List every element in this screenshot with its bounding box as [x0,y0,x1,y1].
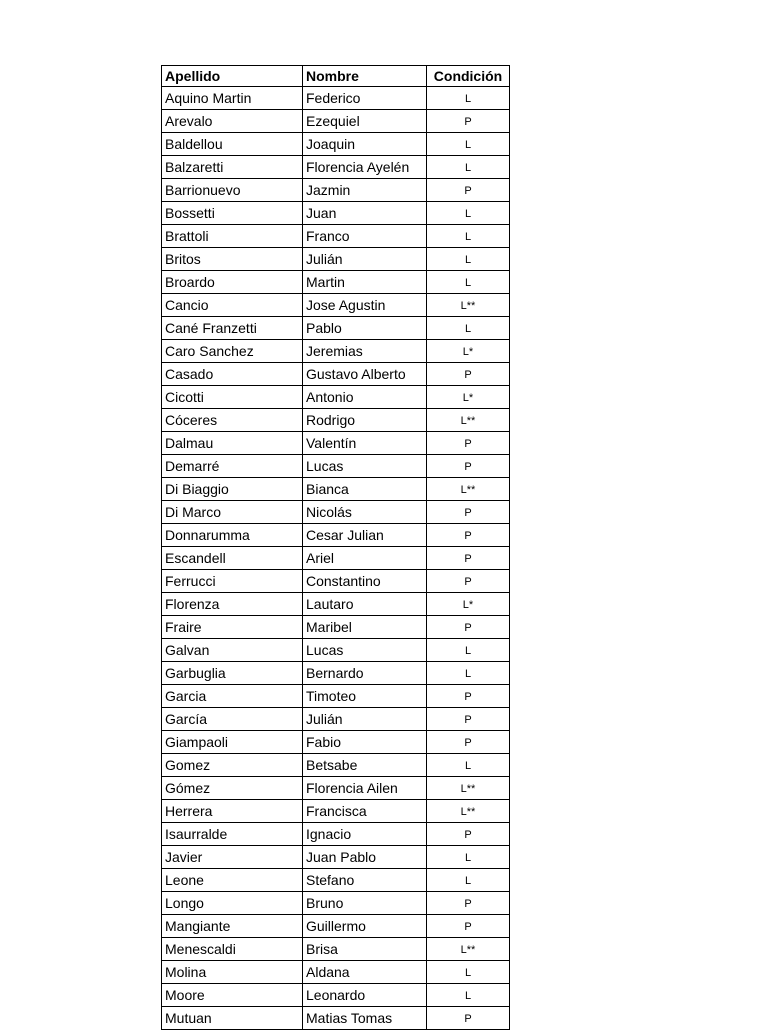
cell-condicion: L** [427,777,510,800]
cell-nombre: Ignacio [303,823,427,846]
cell-apellido: Arevalo [162,110,303,133]
cell-nombre: Jose Agustin [303,294,427,317]
cell-nombre: Matias Tomas [303,1007,427,1030]
cell-apellido: Britos [162,248,303,271]
table-row [162,731,510,754]
table-row [162,777,510,800]
student-condition-table [161,65,510,1030]
header-condicion: Condición [427,66,510,87]
table-row [162,662,510,685]
cell-condicion: L** [427,294,510,317]
table-row [162,616,510,639]
cell-nombre: Bianca [303,478,427,501]
table-row [162,961,510,984]
cell-nombre: Juan [303,202,427,225]
table-row [162,1007,510,1030]
cell-nombre: Aldana [303,961,427,984]
cell-apellido: Barrionuevo [162,179,303,202]
cell-condicion: L [427,156,510,179]
table-row [162,156,510,179]
table-row [162,294,510,317]
cell-condicion: P [427,915,510,938]
table-row [162,915,510,938]
cell-apellido: Cané Franzetti [162,317,303,340]
cell-apellido: Fraire [162,616,303,639]
table-row [162,248,510,271]
cell-apellido: Molina [162,961,303,984]
cell-nombre: Jeremias [303,340,427,363]
table-row [162,846,510,869]
table-body [162,87,510,1030]
cell-condicion: P [427,570,510,593]
cell-condicion: P [427,731,510,754]
cell-apellido: Isaurralde [162,823,303,846]
table-row [162,271,510,294]
cell-apellido: Galvan [162,639,303,662]
cell-nombre: Fabio [303,731,427,754]
cell-condicion: P [427,179,510,202]
cell-apellido: Broardo [162,271,303,294]
cell-apellido: Dalmau [162,432,303,455]
cell-condicion: L [427,869,510,892]
cell-nombre: Florencia Ailen [303,777,427,800]
cell-condicion: L [427,202,510,225]
cell-apellido: Moore [162,984,303,1007]
table-row [162,524,510,547]
cell-condicion: P [427,501,510,524]
cell-apellido: Caro Sanchez [162,340,303,363]
cell-nombre: Pablo [303,317,427,340]
cell-nombre: Leonardo [303,984,427,1007]
table-row [162,754,510,777]
cell-condicion: P [427,616,510,639]
table-row [162,432,510,455]
cell-apellido: Mutuan [162,1007,303,1030]
cell-condicion: L [427,271,510,294]
cell-nombre: Francisca [303,800,427,823]
cell-nombre: Valentín [303,432,427,455]
table-row [162,593,510,616]
table-row [162,869,510,892]
cell-apellido: Cancio [162,294,303,317]
header-row [162,66,510,87]
table-row [162,984,510,1007]
cell-nombre: Julián [303,248,427,271]
cell-apellido: Giampaoli [162,731,303,754]
cell-nombre: Ezequiel [303,110,427,133]
cell-condicion: P [427,110,510,133]
cell-nombre: Maribel [303,616,427,639]
cell-condicion: P [427,547,510,570]
table-row [162,317,510,340]
table-row [162,685,510,708]
cell-apellido: Escandell [162,547,303,570]
cell-apellido: Ferrucci [162,570,303,593]
cell-apellido: Bossetti [162,202,303,225]
cell-apellido: Demarré [162,455,303,478]
table-row [162,501,510,524]
header-apellido: Apellido [162,66,303,87]
cell-nombre: Lautaro [303,593,427,616]
cell-condicion: L** [427,409,510,432]
cell-condicion: P [427,363,510,386]
cell-nombre: Betsabe [303,754,427,777]
cell-apellido: Cóceres [162,409,303,432]
cell-nombre: Joaquin [303,133,427,156]
header-nombre: Nombre [303,66,427,87]
cell-condicion: L [427,225,510,248]
cell-condicion: L [427,248,510,271]
table-row [162,547,510,570]
cell-nombre: Bernardo [303,662,427,685]
table-row [162,455,510,478]
cell-apellido: Menescaldi [162,938,303,961]
table-header [162,66,510,87]
cell-apellido: Casado [162,363,303,386]
cell-apellido: Garcia [162,685,303,708]
cell-condicion: P [427,892,510,915]
cell-nombre: Timoteo [303,685,427,708]
cell-nombre: Jazmin [303,179,427,202]
cell-condicion: L [427,961,510,984]
cell-condicion: L [427,754,510,777]
cell-condicion: L [427,317,510,340]
table-row [162,363,510,386]
cell-apellido: Garbuglia [162,662,303,685]
table-row [162,87,510,110]
cell-apellido: Florenza [162,593,303,616]
cell-condicion: L [427,984,510,1007]
cell-apellido: Leone [162,869,303,892]
cell-nombre: Bruno [303,892,427,915]
cell-apellido: Di Marco [162,501,303,524]
cell-apellido: Longo [162,892,303,915]
cell-apellido: Gomez [162,754,303,777]
table-row [162,133,510,156]
cell-nombre: Ariel [303,547,427,570]
table-row [162,110,510,133]
cell-nombre: Martin [303,271,427,294]
cell-apellido: Javier [162,846,303,869]
cell-nombre: Franco [303,225,427,248]
cell-condicion: L** [427,478,510,501]
cell-apellido: Balzaretti [162,156,303,179]
cell-nombre: Federico [303,87,427,110]
cell-condicion: L [427,662,510,685]
cell-apellido: Donnarumma [162,524,303,547]
cell-nombre: Lucas [303,455,427,478]
table-row [162,340,510,363]
cell-apellido: Baldellou [162,133,303,156]
cell-nombre: Lucas [303,639,427,662]
table-row [162,409,510,432]
cell-nombre: Juan Pablo [303,846,427,869]
cell-nombre: Stefano [303,869,427,892]
cell-nombre: Antonio [303,386,427,409]
cell-apellido: Aquino Martin [162,87,303,110]
cell-nombre: Rodrigo [303,409,427,432]
cell-apellido: García [162,708,303,731]
cell-nombre: Guillermo [303,915,427,938]
table-row [162,570,510,593]
cell-nombre: Florencia Ayelén [303,156,427,179]
table-row [162,225,510,248]
table-row [162,708,510,731]
cell-condicion: L* [427,386,510,409]
cell-condicion: L [427,87,510,110]
table-row [162,892,510,915]
cell-apellido: Cicotti [162,386,303,409]
cell-condicion: L** [427,938,510,961]
cell-nombre: Gustavo Alberto [303,363,427,386]
table-row [162,823,510,846]
cell-condicion: L [427,846,510,869]
cell-nombre: Nicolás [303,501,427,524]
table-row [162,938,510,961]
table-row [162,179,510,202]
cell-apellido: Gómez [162,777,303,800]
cell-condicion: L* [427,340,510,363]
cell-condicion: P [427,708,510,731]
cell-condicion: P [427,685,510,708]
cell-condicion: P [427,432,510,455]
cell-apellido: Herrera [162,800,303,823]
table-row [162,202,510,225]
cell-condicion: L** [427,800,510,823]
cell-nombre: Brisa [303,938,427,961]
cell-condicion: P [427,524,510,547]
cell-apellido: Di Biaggio [162,478,303,501]
cell-apellido: Brattoli [162,225,303,248]
table-row [162,478,510,501]
cell-nombre: Constantino [303,570,427,593]
cell-condicion: P [427,1007,510,1030]
cell-condicion: P [427,455,510,478]
table-row [162,639,510,662]
cell-condicion: P [427,823,510,846]
cell-condicion: L [427,133,510,156]
cell-nombre: Julián [303,708,427,731]
cell-apellido: Mangiante [162,915,303,938]
cell-nombre: Cesar Julian [303,524,427,547]
table-row [162,386,510,409]
cell-condicion: L* [427,593,510,616]
table-row [162,800,510,823]
cell-condicion: L [427,639,510,662]
